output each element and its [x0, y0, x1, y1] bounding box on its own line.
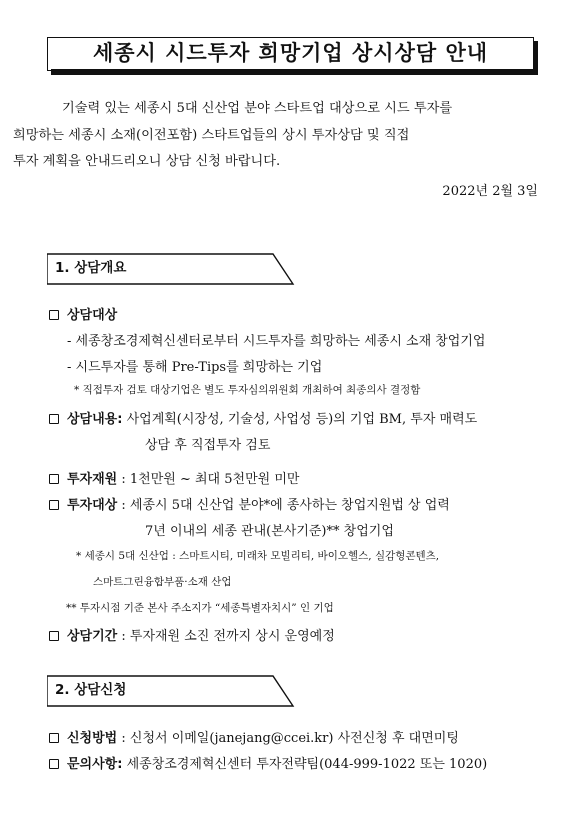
invest-note-2: ** 투자시점 기준 본사 주소지가 “세종특별자치시” 인 기업 — [66, 602, 334, 614]
period-text: : 투자재원 소진 전까지 상시 운영예정 — [121, 629, 335, 644]
checkbox-icon — [49, 474, 59, 484]
content-text-1: 사업계획(시장성, 기술성, 사업성 등)의 기업 BM, 투자 매력도 — [126, 412, 478, 427]
checkbox-icon — [49, 500, 59, 510]
intro-line-3: 투자 계획을 안내드리오니 상담 신청 바랍니다. — [13, 154, 281, 169]
target-item-1: - 세종창조경제혁신센터로부터 시드투자를 희망하는 세종시 소재 창업기업 — [67, 334, 486, 349]
method-text: : 신청서 이메일(janejang@ccei.kr) 사전신청 후 대면미팅 — [121, 731, 459, 746]
content-row — [49, 408, 477, 427]
content-text-2: 상담 후 직접투자 검토 — [145, 438, 271, 453]
content-label: 상담내용: — [67, 412, 123, 427]
section-2-heading — [47, 674, 295, 706]
invest-label: 투자대상 — [67, 498, 118, 513]
checkbox-icon — [49, 733, 59, 743]
contact-row — [49, 753, 487, 772]
checkbox-icon — [49, 631, 59, 641]
target-row — [49, 304, 117, 323]
method-label: 신청방법 — [67, 731, 118, 746]
invest-row — [49, 494, 450, 513]
section-1-title: 1. 상담개요 — [55, 260, 127, 276]
title-box — [47, 37, 534, 71]
period-row — [49, 625, 335, 644]
invest-text-1: : 세종시 5대 신산업 분야*에 종사하는 창업지원법 상 업력 — [121, 498, 450, 513]
intro-line-1: 기술력 있는 세종시 5대 신산업 분야 스타트업 대상으로 시드 투자를 — [62, 101, 453, 116]
invest-note-1a: * 세종시 5대 신산업 : 스마트시티, 미래차 모빌리티, 바이오헬스, 실감형콘텐츠, — [76, 550, 440, 562]
fund-text: : 1천만원 ~ 최대 5천만원 미만 — [121, 472, 300, 487]
intro-paragraph — [13, 96, 542, 176]
target-label: 상담대상 — [67, 308, 118, 323]
contact-label: 문의사항: — [67, 757, 123, 772]
checkbox-icon — [49, 759, 59, 769]
document-date: 2022년 2월 3일 — [442, 184, 538, 199]
section-1-heading — [47, 252, 295, 284]
invest-text-2: 7년 이내의 세종 관내(본사기준)** 창업기업 — [145, 524, 394, 539]
intro-line-2: 희망하는 세종시 소재(이전포함) 스타트업들의 상시 투자상담 및 직접 — [13, 127, 410, 143]
section-2-title: 2. 상담신청 — [55, 682, 127, 698]
period-label: 상담기간 — [67, 629, 118, 644]
target-note: * 직접투자 검토 대상기업은 별도 투자심의위원회 개최하여 최종의사 결정함 — [74, 384, 421, 396]
checkbox-icon — [49, 414, 59, 424]
contact-text: 세종창조경제혁신센터 투자전략팀(044-999-1022 또는 1020) — [126, 757, 488, 772]
target-item-2: - 시드투자를 통해 Pre-Tips를 희망하는 기업 — [67, 360, 323, 375]
page-title: 세종시 시드투자 희망기업 상시상담 안내 — [48, 38, 533, 69]
fund-row — [49, 468, 299, 487]
checkbox-icon — [49, 310, 59, 320]
method-row — [49, 727, 459, 746]
invest-note-1b: 스마트그린융합부품·소재 산업 — [93, 576, 232, 588]
fund-label: 투자재원 — [67, 472, 118, 487]
